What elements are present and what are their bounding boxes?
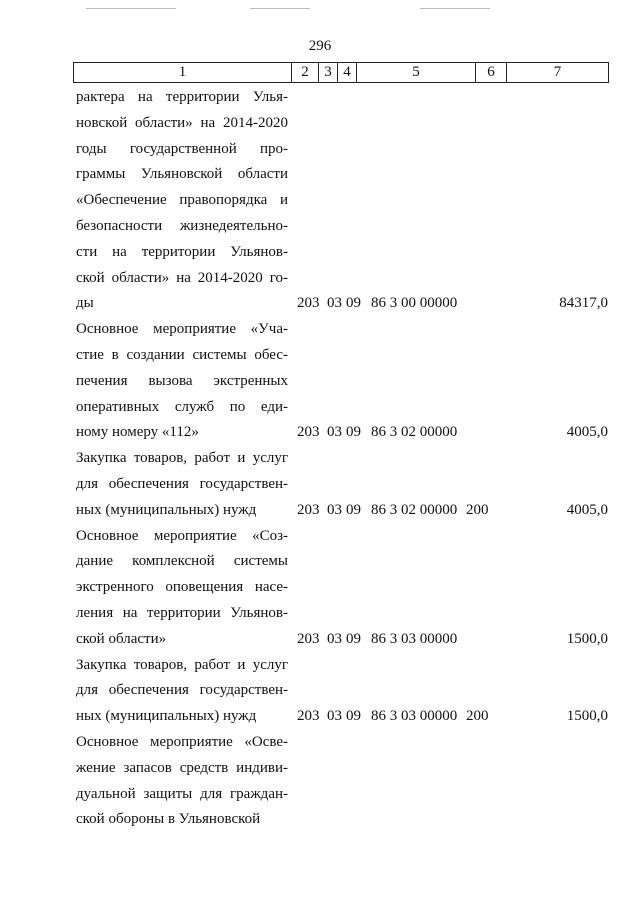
scan-artifact — [250, 8, 310, 9]
cell-c6: 200 — [466, 708, 489, 725]
cell-c7: 4005,0 — [566, 424, 608, 441]
row-description-line: оперативных служб по еди- — [76, 398, 288, 415]
row-description-line: жение запасов средств индиви- — [76, 759, 288, 776]
column-header-2: 2 — [292, 63, 319, 83]
row-description-line: ления на территории Ульянов- — [76, 604, 288, 621]
row-description-line: ды — [76, 295, 94, 312]
row-description-line: «Обеспечение правопорядка и — [76, 192, 288, 209]
cell-c6: 200 — [466, 501, 489, 518]
row-description-line: ных (муниципальных) нужд — [76, 708, 257, 725]
row-description-line: стие в создании системы обес- — [76, 346, 288, 363]
row-description-line: годы государственной про- — [76, 140, 288, 157]
cell-c2: 203 — [297, 708, 320, 725]
cell-c7: 1500,0 — [566, 708, 608, 725]
row-description-line: для обеспечения государствен- — [76, 475, 288, 492]
cell-c4: 09 — [346, 424, 361, 441]
cell-c2: 203 — [297, 295, 320, 312]
cell-c2: 203 — [297, 424, 320, 441]
row-description-line: граммы Ульяновской области — [76, 166, 288, 183]
row-description-line: печения вызова экстренных — [76, 372, 288, 389]
row-description-line: ской области» на 2014-2020 го- — [76, 269, 288, 286]
row-description-line: ской области» — [76, 630, 167, 647]
row-description-line: безопасности жизнедеятельно- — [76, 218, 288, 234]
cell-c4: 09 — [346, 630, 361, 647]
row-description-line: дание комплексной системы — [76, 553, 288, 570]
cell-c5: 86 3 03 00000 — [371, 630, 458, 647]
scan-artifact — [86, 8, 176, 9]
cell-c3: 03 — [327, 295, 342, 312]
cell-c3: 03 — [327, 630, 342, 647]
column-header-table — [73, 62, 609, 83]
cell-c7: 84317,0 — [559, 295, 608, 312]
column-header-3: 3 — [319, 63, 338, 83]
cell-c5: 86 3 02 00000 — [371, 501, 458, 518]
column-header-row — [74, 63, 609, 83]
cell-c5: 86 3 02 00000 — [371, 424, 458, 441]
row-description-line: Закупка товаров, работ и услуг — [76, 450, 288, 467]
column-header-4: 4 — [338, 63, 357, 83]
row-description-line: рактера на территории Улья- — [76, 89, 288, 105]
row-description-line: ных (муниципальных) нужд — [76, 501, 257, 518]
cell-c2: 203 — [297, 630, 320, 647]
row-description-line: дуальной защиты для граждан- — [76, 785, 288, 802]
cell-c5: 86 3 03 00000 — [371, 708, 458, 725]
cell-c3: 03 — [327, 501, 342, 518]
page-number: 296 — [308, 38, 332, 54]
cell-c4: 09 — [346, 708, 361, 725]
table-row — [0, 87, 640, 319]
cell-c4: 09 — [346, 501, 361, 518]
row-description-line: ской обороны в Ульяновской — [76, 811, 261, 828]
table-row — [0, 655, 640, 732]
cell-c3: 03 — [327, 424, 342, 441]
row-description-line: сти на территории Ульянов- — [76, 243, 288, 260]
column-header-7: 7 — [507, 63, 609, 83]
cell-c7: 4005,0 — [566, 501, 608, 518]
table-row — [0, 732, 640, 835]
row-description-line: Основное мероприятие «Уча- — [76, 321, 288, 338]
cell-c2: 203 — [297, 501, 320, 518]
cell-c7: 1500,0 — [566, 630, 608, 647]
row-description-line: ному номеру «112» — [76, 424, 199, 441]
table-row — [0, 526, 640, 655]
row-description-line: экстренного оповещения насе- — [76, 579, 288, 596]
table-row — [0, 448, 640, 525]
row-description-line: новской области» на 2014-2020 — [76, 114, 288, 131]
scan-artifact — [420, 8, 490, 9]
row-description-line: для обеспечения государствен- — [76, 682, 288, 699]
table-row — [0, 319, 640, 448]
row-description-line: Закупка товаров, работ и услуг — [76, 656, 288, 673]
cell-c5: 86 3 00 00000 — [371, 295, 458, 312]
column-header-6: 6 — [476, 63, 507, 83]
cell-c4: 09 — [346, 295, 361, 312]
row-description-line: Основное мероприятие «Соз- — [76, 527, 288, 544]
cell-c3: 03 — [327, 708, 342, 725]
column-header-1: 1 — [74, 63, 292, 83]
column-header-5: 5 — [357, 63, 476, 83]
row-description-line: Основное мероприятие «Осве- — [76, 734, 288, 750]
